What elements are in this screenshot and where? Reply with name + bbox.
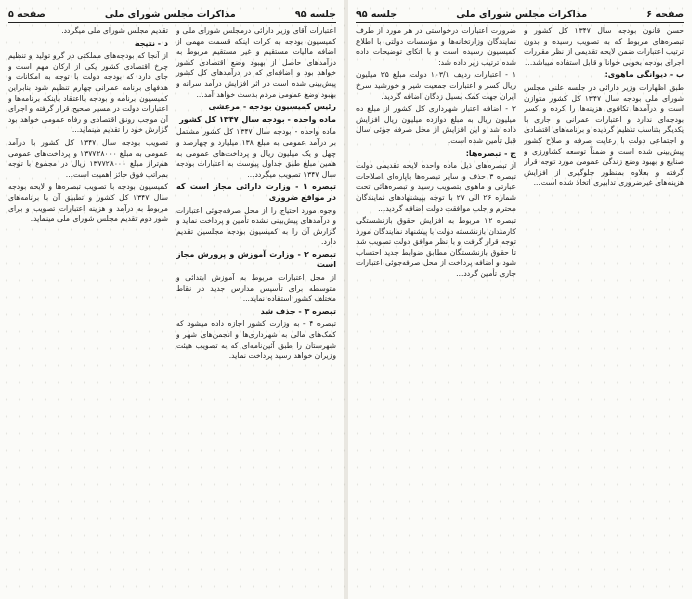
- paragraph: وجوه مورد احتیاج را از محل صرفه‌جوئی اعتبارات و درآمدهای پیش‌بینی نشده تأمین و پرداخت نماید و گزارش آن را به کمیسیون بودجه مجلسین تقدیم دارد.: [176, 205, 336, 247]
- column-outer: [524, 26, 684, 594]
- page-header: [8, 6, 336, 23]
- article-heading: ماده واحده - بودجه سال ۱۳۴۷ کل کشور: [179, 114, 336, 124]
- note-heading: تبصره ۱ - وزارت دارائی مجاز است که در مواقع ضروری: [176, 182, 336, 202]
- paragraph: ۱ - اعتبارات ردیف ۱۰۳/۱ دولت مبلغ ۲۵ میلیون ریال کسر و اعتبارات جمعیت شیر و خورشید سرخ ایران جهت کمک بسیل زدگان اضافه گردید.: [356, 70, 516, 101]
- column-outer: [8, 26, 168, 594]
- publication-title: مذاکرات مجلس شورای ملی: [104, 8, 236, 20]
- paragraph: طبق اظهارات وزیر دارائی در جلسه علنی مجلس شورای ملی بودجه سال ۱۳۴۷ کل کشور متوازن است و درآمدها تکافوی هزینه‌ها را کرده و کسر بودجه‌ای ندارد و اعتبارات عمرانی و جاری با یکدیگر بتناسب تنظیم گردیده و برنامه‌های اقتصادی و اجتماعی دولت با رعایت صرفه و صلاح کشور پیش‌بینی شده است و ضمناً توسعه کشاورزی و صنایع و بهبود وضع زندگی عمومی مورد توجه قرار گرفته و بعلاوه بمنظور جلوگیری از افزایش هزینه‌های غیرضروری تدابیری اتخاذ شده است...: [524, 82, 684, 188]
- paragraph: ماده واحده - بودجه سال ۱۳۴۷ کل کشور مشتمل بر درآمد عمومی به مبلغ ۱۳۸ میلیارد و چهارصد و چهل و یک میلیون ریال و پرداخت‌های عمومی به همین مبلغ طبق جداول پیوست به اعتبارات بودجه سال ۱۳۴۷ تصویب میگردد...: [176, 127, 336, 179]
- section-heading: د - نتیجه: [134, 38, 168, 48]
- signature-line: رئیس کمیسیون بودجه - مرعشی: [208, 102, 336, 112]
- paragraph: ضرورت اعتبارات درخواستی در هر مورد از طرف نمایندگان وزارتخانه‌ها و مؤسسات دولتی با اطلاع کمیسیون رسیده است و با اتکای توضیحات داده شده ترتیب زیر داده شد:: [356, 26, 516, 67]
- section-heading: ب - دیوانگی ماهوی:: [604, 70, 684, 80]
- page-number: صفحه ۵: [8, 8, 46, 20]
- page-header: [356, 6, 684, 23]
- note-heading: تبصره ۳ - حذف شد: [260, 306, 336, 316]
- paragraph: کمیسیون بودجه با تصویب تبصره‌ها و لایحه بودجه سال ۱۳۴۷ کل کشور و تطبیق آن با برنامه‌های مربوط به درآمد و هزینه اعتبارات تصویب و برای شور دوم تقدیم مجلس شورای ملی مینماید.: [8, 182, 168, 224]
- session-number: جلسه ۹۵: [294, 8, 336, 20]
- text-columns: [356, 26, 684, 594]
- paragraph: تبصره ۱۲ مربوط به افزایش حقوق بازنشستگی کارمندان بازنشسته دولت با پیشنهاد نمایندگان مورد توجه قرار گرفت و با نظر موافق دولت تصویب شد تا حقوق بازنشستگان مطابق ضوابط جدید احتساب شود و اضافه پرداخت از محل صرفه‌جوئی اعتبارات جاری تأمین گردد...: [356, 216, 516, 279]
- section-heading: ج - تبصره‌ها:: [465, 148, 516, 158]
- paragraph: تبصره ۴ - به وزارت کشور اجازه داده میشود که کمک‌های مالی به شهرداری‌ها و انجمن‌های شهر و شهرستان را طبق آئین‌نامه‌ای که به تصویب هیئت وزیران خواهد رسید پرداخت نماید.: [176, 319, 336, 361]
- note-heading: تبصره ۲ - وزارت آموزش و پرورش مجاز است: [176, 249, 336, 270]
- paragraph: حسن قانون بودجه سال ۱۳۴۷ کل کشور و تبصره‌های مربوط که به تصویب رسیده و بدون ترتیب اعتبارات ضمن لایحه تقدیمی از نظر مقررات اجرای بودجه بخوبی خوانا و قابل استفاده میباشد...: [524, 26, 684, 67]
- page-number: صفحه ۶: [646, 8, 684, 20]
- paragraph: تصویب بودجه سال ۱۳۴۷ کل کشور با درآمد عمومی به مبلغ ۱۳۷۷۲۸۰۰۰ و پرداخت‌های عمومی هم‌تراز مبلغ ۱۳۷۷۲۸۰۰۰ ریال در مجموع با توجه بمراتب فوق حائز اهمیت است...: [8, 137, 168, 179]
- paragraph: از محل اعتبارات مربوط به آموزش ابتدائی و متوسطه برای تأسیس مدارس جدید در نقاط مختلف کشور استفاده نماید...: [176, 273, 336, 304]
- publication-title: مذاکرات مجلس شورای ملی: [456, 8, 588, 20]
- paragraph: از تبصره‌های ذیل ماده واحده لایحه تقدیمی دولت تبصره ۳ حذف و سایر تبصره‌ها باپاره‌ای اصلاحات عبارتی و ماهوی بتصویب رسید و تبصره‌هائی تحت شماره ۲۶ الی ۲۷ با توجه بپیشنهادهای نمایندگان محترم و جلب موافقت دولت اضافه گردید...: [356, 161, 516, 213]
- column-inner: [356, 26, 516, 594]
- paragraph: از آنجا که بودجه‌های مملکتی در گرو تولید و تنظیم چرخ اقتصادی کشور یکی از ارکان مهم است و جای دارد که بودجه دولت با توجه به امکانات و هدفهای برنامه عمرانی چهارم تنظیم شود بنابراین کمیسیون برنامه و بودجه بااعتقاد باینکه برنامه‌ها و اعتبارات دولت در مسیر صحیح قرار گرفته و اجرای آن موجب رونق اقتصادی و رفاه عمومی خواهد بود گزارش خود را تقدیم مینماید...: [8, 51, 168, 135]
- session-number: جلسه ۹۵: [356, 8, 398, 20]
- page-right: [346, 0, 692, 599]
- paragraph: تقدیم مجلس شورای ملی میگردد.: [61, 26, 168, 35]
- paragraph: اعتبارات آقای وزیر دارائی درمجلس شورای ملی و کمیسیون بودجه به کرات اینکه قسمت مهمی از اضافه مالیات مستقیم و غیر مستقیم مربوط به درآمدهای حاصل از بهبود وضع اقتصادی کشور خواهد بود و اضافه‌ای که در درآمدهای کل کشور پیش‌بینی شده است در اثر افزایش درآمد سرانه و بهبود وضع عمومی مردم بدست خواهد آمد...: [176, 26, 336, 99]
- column-inner: [176, 26, 336, 594]
- text-columns: [8, 26, 336, 594]
- paragraph: ۲ - اضافه اعتبار شهرداری کل کشور از مبلغ ده میلیون ریال به مبلغ دوازده میلیون ریال افزایش داده شد و این افزایش از محل صرفه جوئی سال قبل تأمین شده است.: [356, 104, 516, 145]
